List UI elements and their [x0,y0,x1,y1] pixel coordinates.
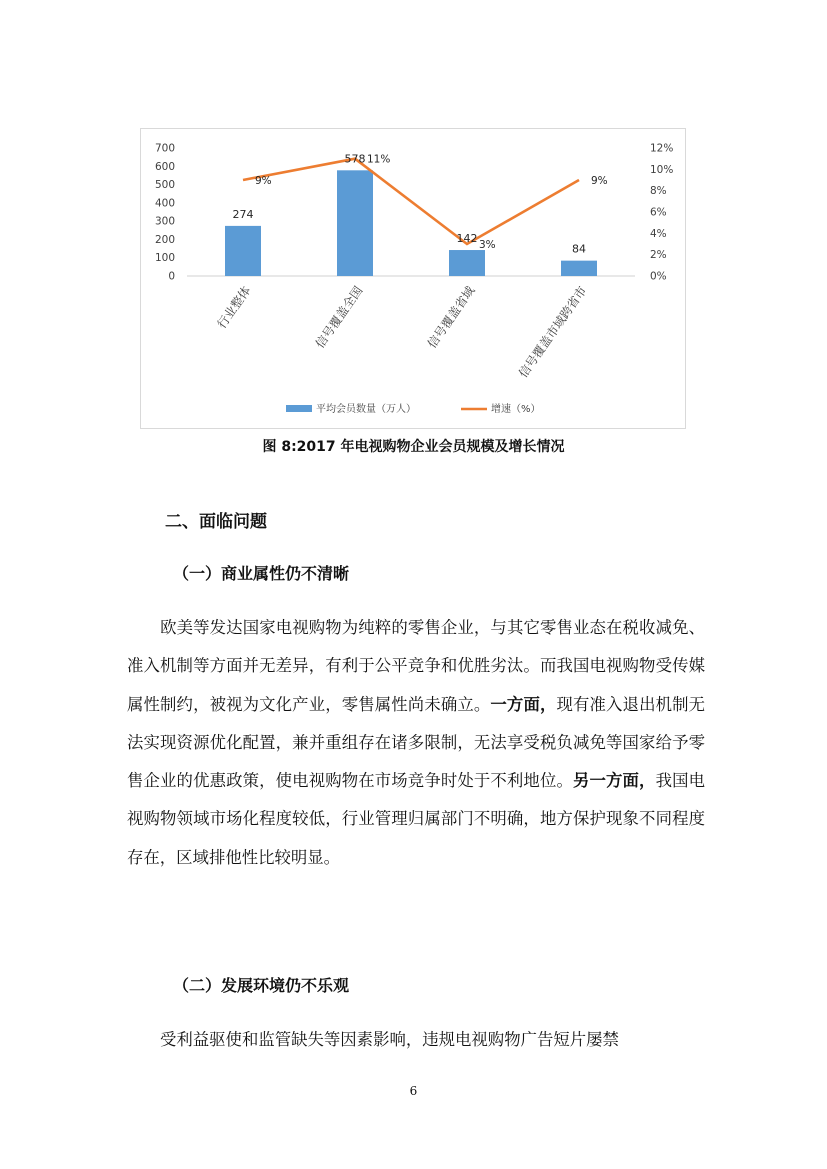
y-right-tick-label: 6% [650,206,667,219]
paragraph-1 [127,609,705,877]
category-label: 信号覆盖市域跨省市 [516,283,590,381]
page-number: 6 [409,1084,418,1098]
y-right-tick-label: 10% [650,163,674,176]
category-label: 行业整体 [214,283,254,332]
category-label: 信号覆盖全国 [312,283,366,351]
y-left-tick-label: 300 [154,215,175,228]
bar [337,170,373,276]
legend-swatch-bar [286,405,312,412]
y-right-tick-label: 12% [650,142,674,155]
paragraph-1-text-c: 我国电视购物领域市场化程度较低，行业管理归属部门不明确，地方保护现象不同程度存在，区域排他性比较明显。 [127,771,706,867]
category-label: 信号覆盖省域 [424,283,478,351]
chart-container [140,128,686,429]
paragraph-1-bold-a: 一方面， [490,694,557,714]
y-right-tick-label: 8% [650,185,667,198]
line-data-label: 3% [479,239,496,251]
y-left-tick-label: 200 [154,233,175,246]
bar-data-label: 578 [344,152,366,166]
y-right-tick-label: 2% [650,249,667,262]
bar [561,261,597,276]
y-right-tick-label: 4% [650,227,667,240]
paragraph-2 [127,1021,705,1059]
y-right-tick-label: 0% [650,270,667,283]
paragraph-1-text-b: 现有准入退出机制无法实现资源优化配置，兼并重组存在诸多限制，无法享受税负减免等国家给予零售企业的优惠政策，使电视购物在市场竞争时处于不利地位。 [127,694,706,791]
line-data-label: 9% [591,175,608,187]
bar [449,250,485,276]
line-data-label: 9% [255,175,272,187]
y-left-tick-label: 0 [168,270,175,283]
paragraph-1-bold-b: 另一方面， [572,771,656,791]
legend-label-line: 增速（%） [491,404,541,415]
section-heading: 二、面临问题 [165,512,267,532]
paragraph-1-text-a: 欧美等发达国家电视购物为纯粹的零售企业，与其它零售业态在税收减免、准入机制等方面并无差异，有利于公平竞争和优胜劣汰。而我国电视购物受传媒属性制约，被视为文化产业，零售属性尚未确立。 [127,618,705,714]
y-left-tick-label: 100 [154,252,175,265]
y-left-tick-label: 500 [154,179,175,192]
bar-data-label: 142 [456,232,478,246]
growth-line [243,159,579,244]
y-left-tick-label: 600 [154,160,175,173]
subsection-heading-2: （二）发展环境仍不乐观 [173,976,350,995]
figure-caption: 图 8:2017 年电视购物企业会员规模及增长情况 [262,439,565,455]
y-left-tick-label: 700 [154,142,175,155]
legend-label-bar: 平均会员数量（万人） [316,404,416,415]
bar [225,226,261,276]
bar-data-label: 274 [232,207,254,221]
combo-chart [141,129,687,430]
paragraph-2-text: 受利益驱使和监管缺失等因素影响，违规电视购物广告短片屡禁 [160,1030,619,1049]
subsection-heading-1: （一）商业属性仍不清晰 [173,564,350,583]
bar-data-label: 84 [572,242,586,256]
y-left-tick-label: 400 [154,197,175,210]
line-data-label: 11% [367,153,391,166]
